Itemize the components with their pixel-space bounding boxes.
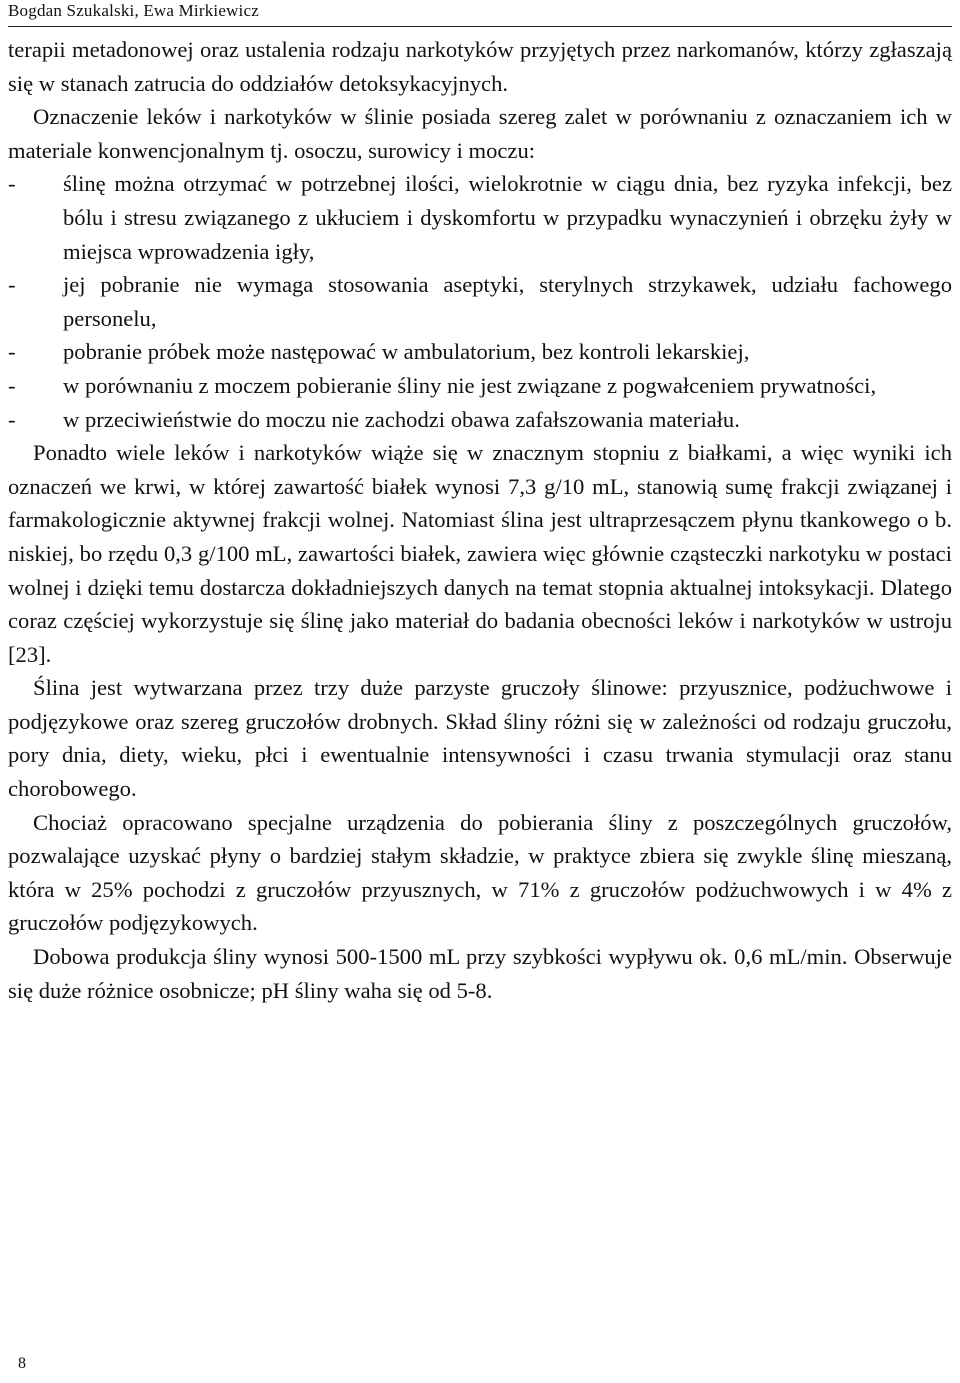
list-dash: - [8, 272, 16, 298]
list-item-text: jej pobranie nie wymaga stosowania aseptyki, sterylnych strzykawek, udziału fachowego personelu, [63, 272, 952, 331]
paragraph-protein-binding: Ponadto wiele leków i narkotyków wiąże się w znacznym stopniu z białkami, a więc wyniki ich oznaczeń we krwi, w której zawartość białek wynosi 7,3 g/10 mL, stanowią sumę frakcji związanej i farmakologicznie aktywnej frakcji wolnej. Natomiast ślina jest ultraprzesączem płynu tkankowego o b. niskiej, bo rzędu 0,3 g/100 mL, zawartości białek, zawiera więc głównie cząsteczki narkotyku w postaci wolnej i dzięki temu dostarcza dokładniejszych danych na temat stopnia aktualnej intoksykacji. Dlatego coraz częściej wykorzystuje się ślinę jako materiał do badania obecności leków i narkotyków w ustroju [23]. [8, 440, 952, 667]
list-item-text: w porównaniu z moczem pobieranie śliny nie jest związane z pogwałceniem prywatności, [63, 372, 877, 398]
paragraph-saliva-advantages: Oznaczenie leków i narkotyków w ślinie posiada szereg zalet w porównaniu z oznaczaniem ich w materiale konwencjonalnym tj. osoczu, surowicy i moczu: [8, 104, 952, 163]
list-dash: - [8, 372, 16, 398]
list-item-text: ślinę można otrzymać w potrzebnej ilości, wielokrotnie w ciągu dnia, bez ryzyka infekcji, bez bólu i stresu związanego z ukłuciem i dyskomfortu w przypadku wynaczynień i obrzęku żyły w miejsca wprowadzenia igły, [63, 171, 952, 264]
list-dash: - [8, 171, 16, 197]
list-item [8, 335, 952, 369]
body-text [8, 33, 952, 1007]
list-item [8, 268, 952, 335]
list-item-text: w przeciwieństwie do moczu nie zachodzi obawa zafałszowania materiału. [63, 406, 740, 432]
advantages-list [8, 167, 952, 436]
list-dash: - [8, 406, 16, 432]
paragraph-continuation: terapii metadonowej oraz ustalenia rodzaju narkotyków przyjętych przez narkomanów, którzy zgłaszają się w stanach zatrucia do oddziałów detoksykacyjnych. [8, 37, 952, 96]
running-head: Bogdan Szukalski, Ewa Mirkiewicz [8, 0, 952, 27]
page-number: 8 [18, 1355, 26, 1372]
list-item-text: pobranie próbek może następować w ambulatorium, bez kontroli lekarskiej, [63, 339, 750, 365]
list-item [8, 369, 952, 403]
list-item [8, 403, 952, 437]
paragraph-daily-production: Dobowa produkcja śliny wynosi 500-1500 mL przy szybkości wypływu ok. 0,6 mL/min. Obserwuje się duże różnice osobnicze; pH śliny waha się od 5-8. [8, 944, 952, 1003]
paragraph-mixed-saliva: Chociaż opracowano specjalne urządzenia do pobierania śliny z poszczególnych gruczołów, pozwalające uzyskać płyny o bardziej stałym składzie, w praktyce zbiera się zwykle ślinę mieszaną, która w 25% pochodzi z gruczołów przyusznych, w 71% z gruczołów podżuchwowych i w 4% z gruczołów podjęzykowych. [8, 809, 952, 936]
list-item [8, 167, 952, 268]
paragraph-salivary-glands: Ślina jest wytwarzana przez trzy duże parzyste gruczoły ślinowe: przyusznice, podżuchwowe i podjęzykowe oraz szereg gruczołów drobnych. Skład śliny różni się w zależności od rodzaju gruczołu, pory dnia, diety, wieku, płci i ewentualnie intensywności i czasu trwania stymulacji oraz stanu chorobowego. [8, 675, 952, 802]
list-dash: - [8, 339, 16, 365]
